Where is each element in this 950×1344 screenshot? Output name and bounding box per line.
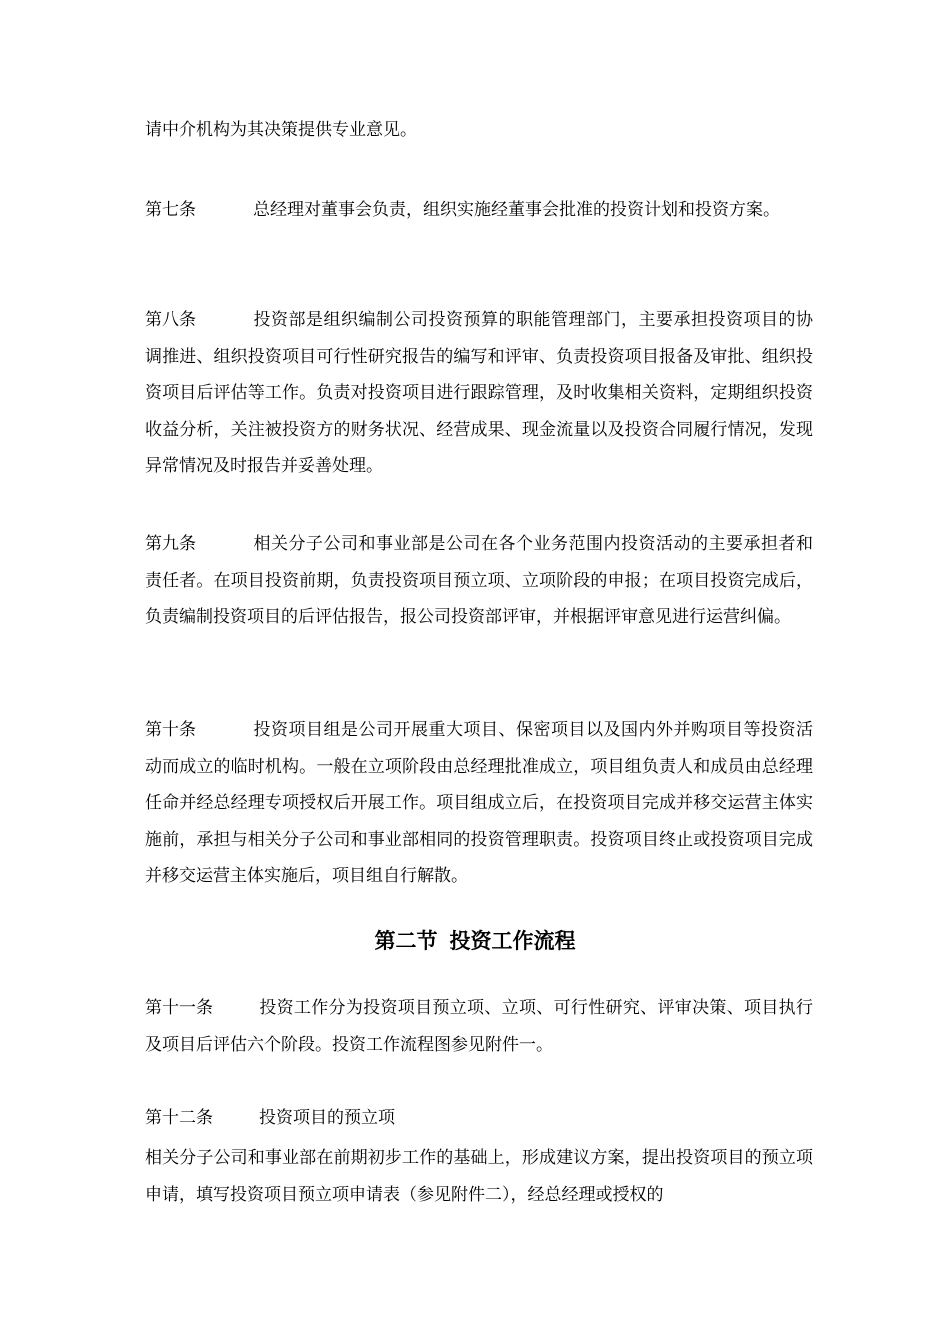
article-label: 第八条 <box>145 310 196 330</box>
section-heading <box>0 926 950 956</box>
article-8 <box>145 302 813 485</box>
article-label: 第十条 <box>145 720 196 740</box>
article-label: 第九条 <box>145 534 196 554</box>
article-11 <box>145 990 813 1063</box>
paragraph-text: 相关分子公司和事业部在前期初步工作的基础上，形成建议方案，提出投资项目的预立项申请，填写投资项目预立项申请表（参见附件二），经总经理或授权的 <box>145 1148 813 1205</box>
article-7 <box>145 192 813 229</box>
article-label: 第七条 <box>145 200 196 220</box>
article-label: 第十一条 <box>145 998 213 1018</box>
article-12-body <box>145 1140 813 1213</box>
article-text: 投资部是组织编制公司投资预算的职能管理部门，主要承担投资项目的协调推进、组织投资项目可行性研究报告的编写和评审、负责投资项目报备及审批、组织投资项目后评估等工作。负责对投资项目进行跟踪管理，及时收集相关资料，定期组织投资收益分析，关注被投资方的财务状况、经营成果、现金流量以及投资合同履行情况，发现异常情况及时报告并妥善处理。 <box>145 310 813 476</box>
article-12 <box>145 1100 813 1137</box>
article-9 <box>145 526 813 636</box>
article-text: 投资工作分为投资项目预立项、立项、可行性研究、评审决策、项目执行及项目后评估六个阶段。投资工作流程图参见附件一。 <box>145 998 813 1055</box>
article-label: 第十二条 <box>145 1108 213 1128</box>
article-text: 投资项目的预立项 <box>259 1108 395 1128</box>
article-10 <box>145 712 813 895</box>
paragraph-continuation <box>145 112 813 149</box>
article-text: 投资项目组是公司开展重大项目、保密项目以及国内外并购项目等投资活动而成立的临时机构。一般在立项阶段由总经理批准成立，项目组负责人和成员由总经理任命并经总经理专项授权后开展工作。项目组成立后，在投资项目完成并移交运营主体实施前，承担与相关分子公司和事业部相同的投资管理职责。投资项目终止或投资项目完成并移交运营主体实施后，项目组自行解散。 <box>145 720 813 886</box>
paragraph-text: 请中介机构为其决策提供专业意见。 <box>145 120 417 140</box>
section-number: 第二节 <box>374 928 438 953</box>
article-text: 总经理对董事会负责，组织实施经董事会批准的投资计划和投资方案。 <box>253 200 780 220</box>
article-text: 相关分子公司和事业部是公司在各个业务范围内投资活动的主要承担者和责任者。在项目投资前期，负责投资项目预立项、立项阶段的申报；在项目投资完成后，负责编制投资项目的后评估报告，报公司投资部评审，并根据评审意见进行运营纠偏。 <box>145 534 813 627</box>
section-title: 投资工作流程 <box>449 928 576 953</box>
